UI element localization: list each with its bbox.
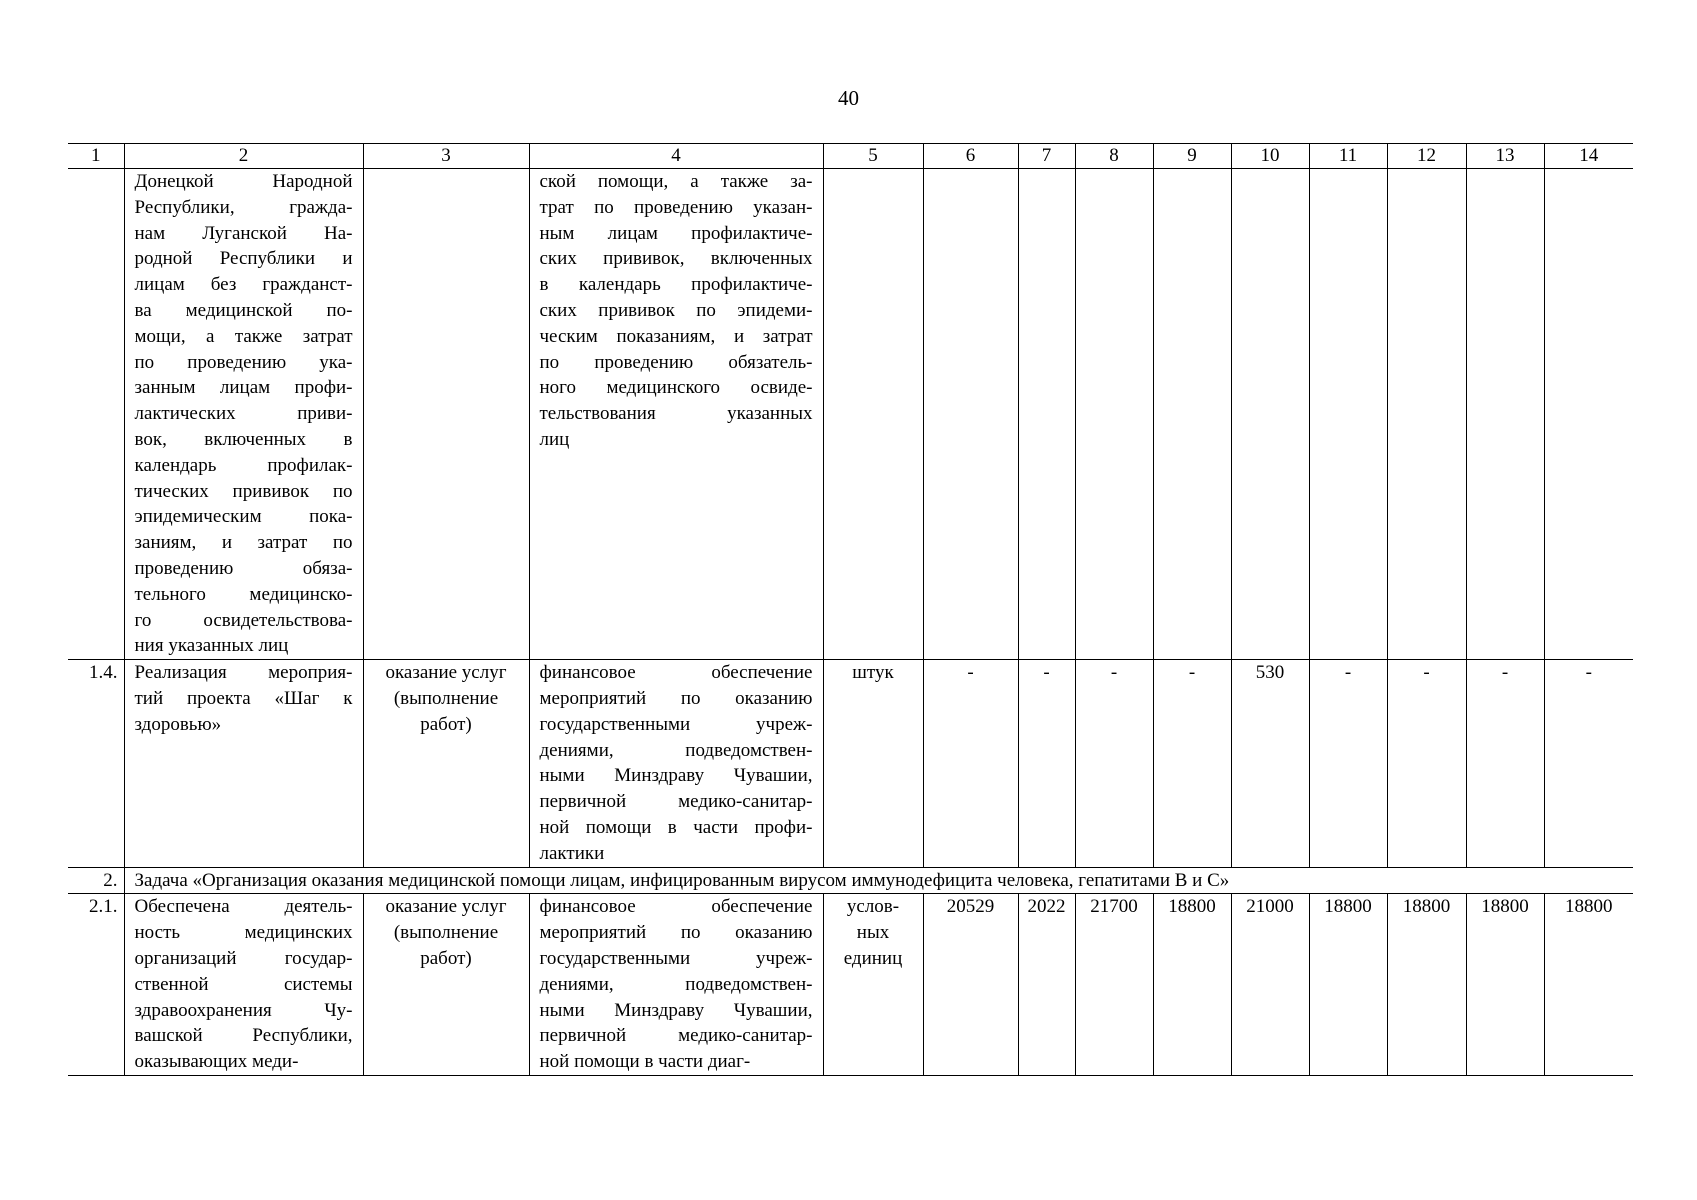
cell-value-col-8 bbox=[1075, 169, 1153, 660]
name-line: календарь профилак- bbox=[134, 454, 353, 476]
cell-value-col-9: 18800 bbox=[1153, 894, 1231, 1076]
name-line: Реализация мероприя- bbox=[134, 662, 353, 684]
name-line: Обеспечена деятель- bbox=[134, 896, 353, 918]
desc-line: ских прививок, включенных bbox=[539, 248, 813, 270]
name-line: лактических приви- bbox=[134, 403, 353, 425]
cell-value-col-13 bbox=[1466, 169, 1544, 660]
type-line: (выполнение bbox=[393, 687, 499, 709]
desc-line: государственными учреж- bbox=[539, 947, 813, 969]
unit-line: единиц bbox=[843, 947, 903, 969]
cell-name bbox=[124, 660, 363, 867]
name-line: по проведению ука- bbox=[134, 351, 353, 373]
cell-name bbox=[124, 169, 363, 660]
cell-unit bbox=[823, 169, 923, 660]
desc-line: дениями, подведомствен- bbox=[539, 739, 813, 761]
name-line: вок, включенных в bbox=[134, 428, 353, 450]
desc-line: лиц bbox=[539, 428, 570, 450]
unit-line: ных bbox=[856, 922, 890, 944]
cell-value-col-12: - bbox=[1387, 660, 1466, 867]
column-number-header bbox=[68, 144, 1633, 169]
program-table bbox=[68, 143, 1633, 1076]
cell-value-col-10 bbox=[1231, 169, 1309, 660]
desc-line: дениями, подведомствен- bbox=[539, 973, 813, 995]
name-line: ственной системы bbox=[134, 973, 353, 995]
cell-value-col-6 bbox=[923, 169, 1018, 660]
name-line: проведению обяза- bbox=[134, 557, 353, 579]
desc-line: лактики bbox=[539, 842, 605, 864]
unit-line: услов- bbox=[846, 896, 900, 918]
column-header-11: 11 bbox=[1309, 144, 1387, 169]
desc-line: ской помощи, а также за- bbox=[539, 171, 813, 192]
cell-value-col-6: - bbox=[923, 660, 1018, 867]
name-line: нам Луганской На- bbox=[134, 222, 353, 244]
column-header-7: 7 bbox=[1018, 144, 1075, 169]
desc-line: по проведению обязатель- bbox=[539, 351, 813, 373]
type-line: работ) bbox=[420, 947, 472, 969]
cell-desc bbox=[529, 169, 823, 660]
name-line: родной Республики и bbox=[134, 248, 353, 270]
column-header-5: 5 bbox=[823, 144, 923, 169]
desc-line: ными Минздраву Чувашии, bbox=[539, 765, 813, 787]
cell-type bbox=[363, 894, 529, 1076]
desc-line: мероприятий по оказанию bbox=[539, 687, 813, 709]
cell-value-col-10: 530 bbox=[1231, 660, 1309, 867]
cell-value-col-7 bbox=[1018, 169, 1075, 660]
cell-value-col-12 bbox=[1387, 169, 1466, 660]
name-line: тических прививок по bbox=[134, 480, 353, 502]
desc-line: первичной медико-санитар- bbox=[539, 1025, 813, 1047]
column-header-12: 12 bbox=[1387, 144, 1466, 169]
cell-value-col-14: 18800 bbox=[1544, 894, 1633, 1076]
cell-value-col-9 bbox=[1153, 169, 1231, 660]
name-line: здоровью» bbox=[134, 713, 222, 735]
table-row bbox=[68, 894, 1633, 1076]
name-line: Республики, гражда- bbox=[134, 196, 353, 218]
column-header-13: 13 bbox=[1466, 144, 1544, 169]
name-line: тельного медицинско- bbox=[134, 583, 353, 605]
column-header-1: 1 bbox=[68, 144, 124, 169]
cell-value-col-14 bbox=[1544, 169, 1633, 660]
cell-type bbox=[363, 169, 529, 660]
name-line: го освидетельствова- bbox=[134, 609, 353, 631]
desc-line: ских прививок по эпидеми- bbox=[539, 299, 813, 321]
cell-value-col-6: 20529 bbox=[923, 894, 1018, 1076]
desc-line: ческим показаниям, и затрат bbox=[539, 325, 813, 347]
name-line: занным лицам профи- bbox=[134, 377, 353, 399]
desc-line: трат по проведению указан- bbox=[539, 196, 813, 218]
type-line: работ) bbox=[420, 713, 472, 735]
name-line: лицам без гражданст- bbox=[134, 274, 353, 296]
column-header-9: 9 bbox=[1153, 144, 1231, 169]
name-line: вашской Республики, bbox=[134, 1025, 353, 1047]
type-line: оказание услуг bbox=[385, 662, 507, 684]
table-body bbox=[68, 169, 1633, 1076]
cell-value-col-8: - bbox=[1075, 660, 1153, 867]
cell-value-col-11 bbox=[1309, 169, 1387, 660]
cell-value-col-12: 18800 bbox=[1387, 894, 1466, 1076]
task-title: Задача «Организация оказания медицинской помощи лицам, инфицированным вирусом иммунодефицита человека, гепатитами B и C» bbox=[124, 867, 1633, 894]
desc-line: мероприятий по оказанию bbox=[539, 922, 813, 944]
type-line: (выполнение bbox=[393, 922, 499, 944]
table-row bbox=[68, 867, 1633, 894]
name-line: ния указанных лиц bbox=[134, 635, 289, 657]
column-header-4: 4 bbox=[529, 144, 823, 169]
name-line: Донецкой Народной bbox=[134, 171, 353, 192]
column-header-6: 6 bbox=[923, 144, 1018, 169]
cell-unit bbox=[823, 660, 923, 867]
cell-value-col-11: - bbox=[1309, 660, 1387, 867]
cell-value-col-13: 18800 bbox=[1466, 894, 1544, 1076]
cell-value-col-10: 21000 bbox=[1231, 894, 1309, 1076]
desc-line: финансовое обеспечение bbox=[539, 662, 813, 684]
cell-row-number: 2. bbox=[68, 867, 124, 894]
cell-value-col-14: - bbox=[1544, 660, 1633, 867]
cell-name bbox=[124, 894, 363, 1076]
page-number: 40 bbox=[838, 86, 859, 110]
desc-line: ным лицам профилактиче- bbox=[539, 222, 813, 244]
cell-value-col-13: - bbox=[1466, 660, 1544, 867]
desc-line: государственными учреж- bbox=[539, 713, 813, 735]
cell-value-col-9: - bbox=[1153, 660, 1231, 867]
name-line: заниям, и затрат по bbox=[134, 532, 353, 554]
cell-row-number bbox=[68, 169, 124, 660]
cell-unit bbox=[823, 894, 923, 1076]
cell-desc bbox=[529, 894, 823, 1076]
desc-line: финансовое обеспечение bbox=[539, 896, 813, 918]
cell-type bbox=[363, 660, 529, 867]
name-line: ность медицинских bbox=[134, 922, 353, 944]
column-header-8: 8 bbox=[1075, 144, 1153, 169]
name-line: ва медицинской по- bbox=[134, 299, 353, 321]
desc-line: тельствования указанных bbox=[539, 403, 813, 425]
name-line: здравоохранения Чу- bbox=[134, 999, 353, 1021]
cell-value-col-7: 2022 bbox=[1018, 894, 1075, 1076]
table-row bbox=[68, 169, 1633, 660]
type-line: оказание услуг bbox=[385, 896, 507, 918]
name-line: оказывающих меди- bbox=[134, 1051, 299, 1073]
unit-line: штук bbox=[852, 662, 894, 684]
name-line: организаций государ- bbox=[134, 947, 353, 969]
desc-line: ными Минздраву Чувашии, bbox=[539, 999, 813, 1021]
cell-row-number: 1.4. bbox=[68, 660, 124, 867]
desc-line: ной помощи в части диаг- bbox=[539, 1051, 751, 1073]
desc-line: первичной медико-санитар- bbox=[539, 791, 813, 813]
name-line: эпидемическим пока- bbox=[134, 506, 353, 528]
name-line: тий проекта «Шаг к bbox=[134, 687, 353, 709]
desc-line: ной помощи в части профи- bbox=[539, 816, 813, 838]
table-row bbox=[68, 660, 1633, 867]
column-header-10: 10 bbox=[1231, 144, 1309, 169]
desc-line: ного медицинского освиде- bbox=[539, 377, 813, 399]
cell-value-col-8: 21700 bbox=[1075, 894, 1153, 1076]
column-header-14: 14 bbox=[1544, 144, 1633, 169]
cell-value-col-11: 18800 bbox=[1309, 894, 1387, 1076]
cell-value-col-7: - bbox=[1018, 660, 1075, 867]
column-header-2: 2 bbox=[124, 144, 363, 169]
name-line: мощи, а также затрат bbox=[134, 325, 353, 347]
column-header-3: 3 bbox=[363, 144, 529, 169]
desc-line: в календарь профилактиче- bbox=[539, 274, 813, 296]
cell-row-number: 2.1. bbox=[68, 894, 124, 1076]
cell-desc bbox=[529, 660, 823, 867]
